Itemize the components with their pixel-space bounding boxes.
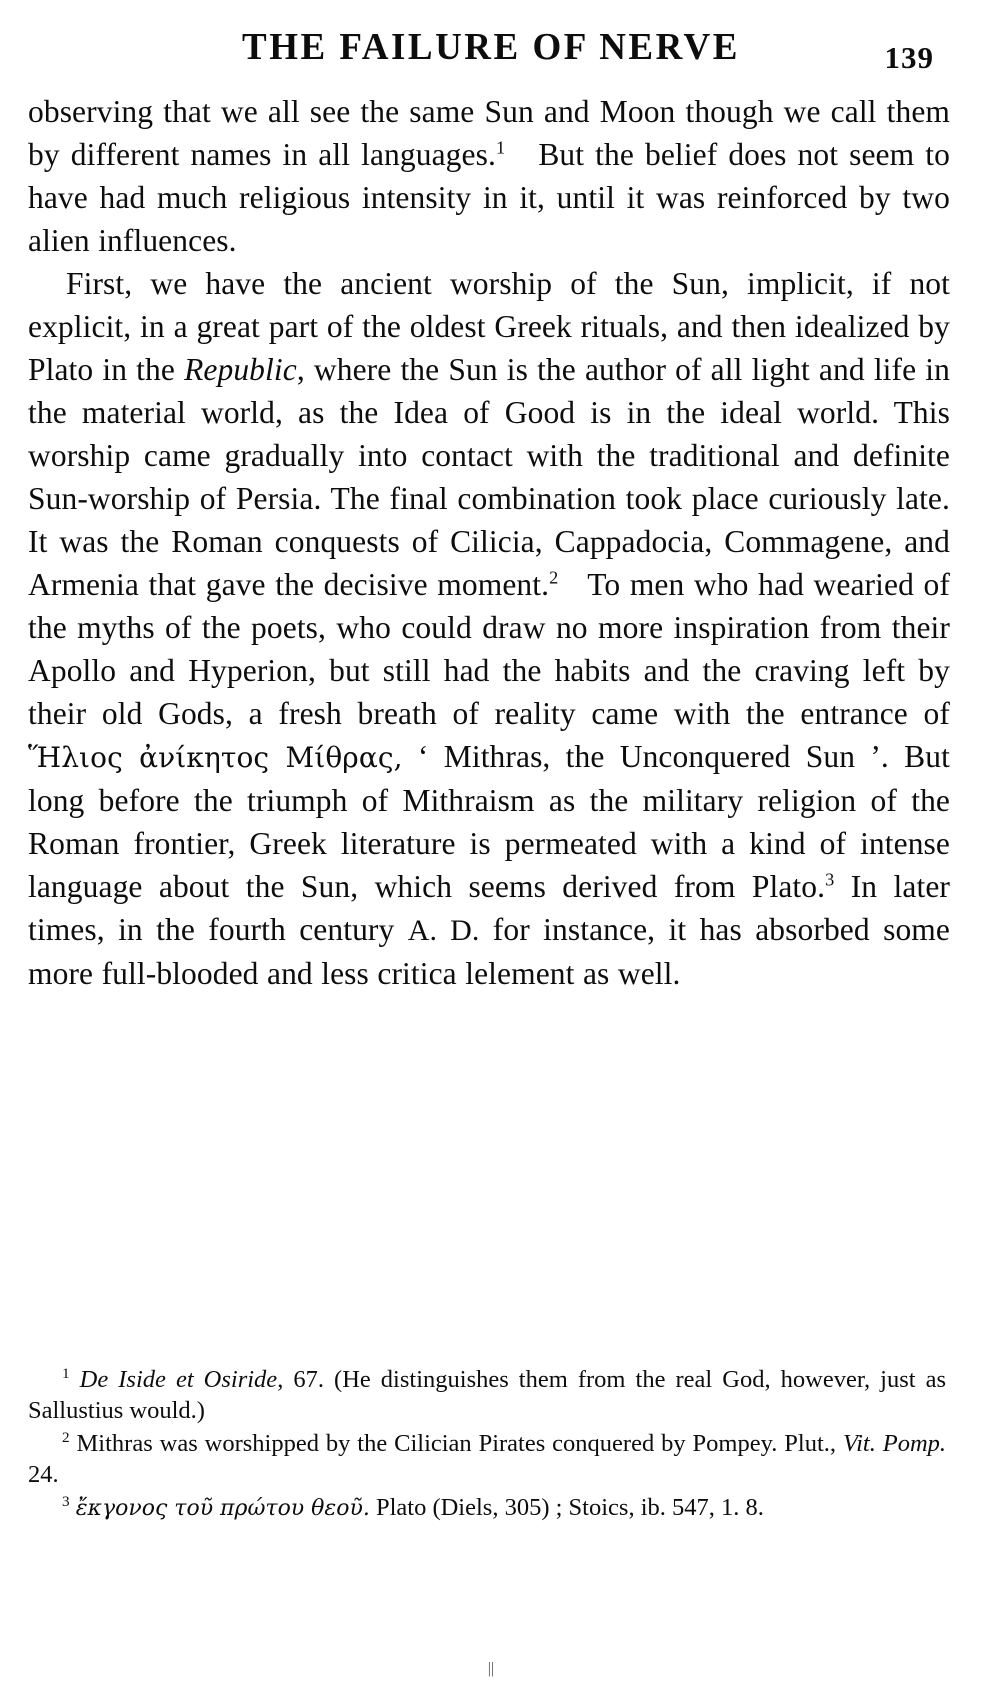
body-text (28, 90, 950, 995)
footnote-2-title: Vit. Pomp. (842, 1430, 947, 1457)
footnote-marker-1: 1 (62, 1364, 70, 1382)
footnote-ref-2: 2 (549, 567, 559, 588)
footnote-2-text: Mithras was worshipped by the Cilician Pirates conquered by Pompey. Plut., (76, 1430, 843, 1457)
footnote-ref-3: 3 (825, 869, 835, 890)
running-title: THE FAILURE OF NERVE (242, 26, 740, 69)
paragraph-1 (28, 90, 950, 262)
footnote-3-text: Plato (Diels, 305) ; Stoics, ib. 547, 1. 8. (369, 1494, 764, 1521)
footnote-1-text: , 67. (He distinguishes them from the real God, however, just as Sallustius would.) (28, 1366, 947, 1424)
footnote-3 (28, 1492, 946, 1524)
greek-phrase-mithras: Ἥλιος ἀνίκητος Μίθρας, (28, 741, 403, 774)
footnote-1-title: De Iside et Osiride (79, 1366, 278, 1393)
footnote-3-greek: ἔκγονος τοῦ πρώτου θεοῦ. (75, 1496, 370, 1521)
book-page (0, 26, 982, 1684)
paragraph-2-part-f: for instance, it has absorbed some more full-blooded and less critica lelement as well. (28, 912, 950, 991)
paragraph-2-part-a: First, we have the ancient worship of the Sun, implicit, if not explicit, in a great part of the oldest Greek rituals, and then idealized by Plato in the (28, 266, 950, 387)
paragraph-2-part-b: , where the Sun is the author of all light and life in the material world, as the Idea of Good is in the ideal world. This worship came gradually into contact with the traditional and definite Sun-worship of Persia. The final combination took place curiously late. It was the Roman conquests of Cilicia, Cappadocia, Commagene, and Armenia that gave the decisive moment. (28, 352, 950, 602)
footnote-marker-2: 2 (62, 1428, 70, 1446)
footnote-2-text-end: 24. (28, 1461, 59, 1488)
footnote-1 (28, 1364, 946, 1426)
paragraph-1-continued: But the belief does not seem to have had much religious intensity in it, until it was reinforced by two alien influences. (28, 137, 950, 258)
page-header (40, 26, 942, 80)
page-bottom-mark: || (487, 1660, 495, 1677)
era-abbreviation: A. D. (407, 914, 480, 947)
footnote-ref-1: 1 (495, 137, 506, 158)
title-republic: Republic (184, 352, 297, 387)
footnote-2 (28, 1428, 946, 1490)
paragraph-2 (28, 262, 950, 995)
page-number: 139 (884, 40, 934, 75)
footnotes-block (28, 1364, 946, 1526)
paragraph-1-text: observing that we all see the same Sun and Moon though we call them by different names in all languages. (28, 94, 950, 172)
paragraph-2-part-e: In later times, in the fourth century (28, 869, 950, 947)
paragraph-2-part-c: To men who had wearied of the myths of the poets, who could draw no more inspiration from their Apollo and Hyperion, but still had the habits and the craving left by their old Gods, a fresh breath of reality came with the entrance of (28, 567, 950, 731)
paragraph-2-part-d: ‘ Mithras, the Unconquered Sun ’. But long before the triumph of Mithraism as the military religion of the Roman frontier, Greek literature is permeated with a kind of intense language about the Sun, which seems derived from Plato. (28, 739, 950, 904)
footnote-marker-3: 3 (62, 1492, 70, 1510)
